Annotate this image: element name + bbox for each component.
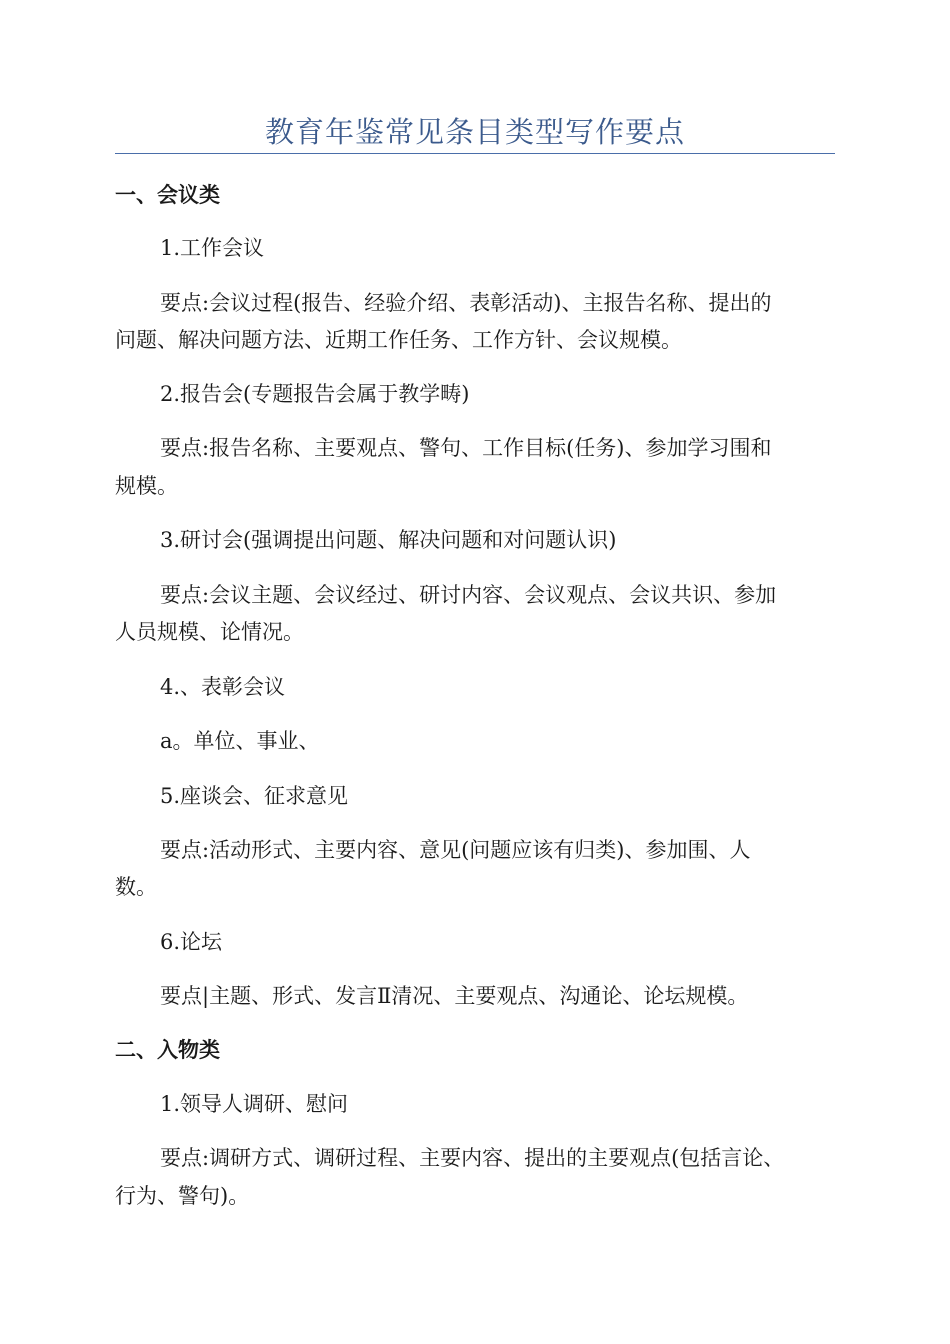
subheading-seminar: 3.研讨会(强调提出问题、解决问题和对问题认识) bbox=[160, 528, 617, 552]
paragraph-line: 问题、解决问题方法、近期工作任务、工作方针、会议规模。 bbox=[115, 328, 682, 352]
page-title: 教育年鉴常见条目类型写作要点 bbox=[264, 115, 685, 149]
paragraph-line: 行为、警句)。 bbox=[115, 1184, 250, 1208]
paragraph-line: 要点:报告名称、主要观点、警句、工作目标(任务)、参加学习围和 bbox=[160, 436, 772, 460]
paragraph-line: a。单位、事业、 bbox=[160, 729, 320, 753]
paragraph-line: 要点:活动形式、主要内容、意见(问题应该有归类)、参加围、人 bbox=[160, 838, 751, 862]
paragraph-line: 要点:会议过程(报告、经验介绍、表彰活动)、主报告名称、提出的 bbox=[160, 291, 772, 315]
subheading-report-meeting: 2.报告会(专题报告会属于教学畴) bbox=[160, 382, 470, 406]
paragraph-line: 要点:会议主题、会议经过、研讨内容、会议观点、会议共识、参加 bbox=[160, 583, 777, 607]
paragraph-line: 数。 bbox=[115, 875, 157, 899]
paragraph-line: 规模。 bbox=[115, 474, 178, 498]
subheading-leader-visits: 1.领导人调研、慰问 bbox=[160, 1092, 349, 1116]
paragraph-line: 要点:调研方式、调研过程、主要内容、提出的主要观点(包括言论、 bbox=[160, 1146, 785, 1170]
subheading-work-meeting: 1.工作会议 bbox=[160, 236, 265, 260]
subheading-symposium: 5.座谈会、征求意见 bbox=[160, 784, 349, 808]
title-underline bbox=[115, 153, 835, 154]
subheading-forum: 6.论坛 bbox=[160, 930, 223, 954]
paragraph-line: 要点|主题、形式、发言Ⅱ清况、主要观点、沟通论、论坛规模。 bbox=[160, 984, 749, 1008]
subheading-commendation: 4.、表彰会议 bbox=[160, 675, 286, 699]
section-heading-meetings: 一、会议类 bbox=[115, 183, 220, 207]
paragraph-line: 人员规模、论情况。 bbox=[115, 620, 304, 644]
section-heading-people: 二、入物类 bbox=[115, 1038, 220, 1062]
